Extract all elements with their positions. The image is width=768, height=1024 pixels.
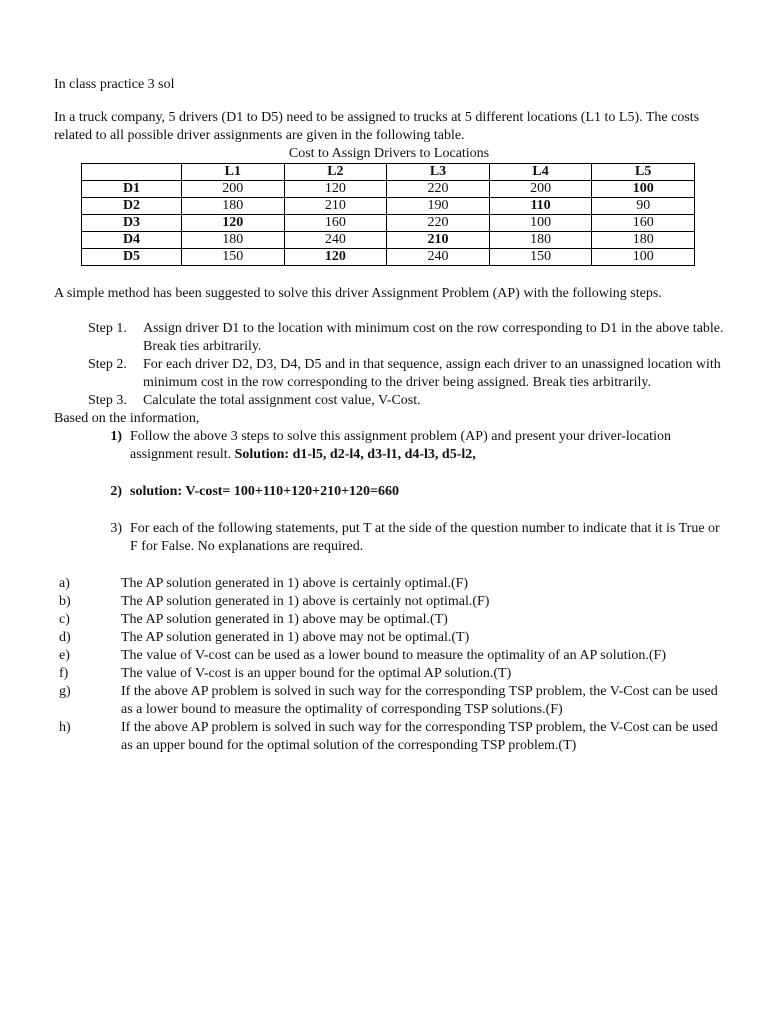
table-cell: 160 (284, 215, 387, 232)
statement-label: a) (59, 576, 70, 591)
row-label: D3 (82, 215, 182, 232)
table-cell: 210 (387, 232, 490, 249)
table-cell: 120 (284, 181, 387, 198)
statement-text: The AP solution generated in 1) above may not be optimal.(T) (121, 630, 470, 645)
list-item (88, 320, 724, 356)
steps-list (88, 320, 724, 410)
intro-paragraph: In a truck company, 5 drivers (D1 to D5) need to be assigned to trucks at 5 different locations (L1 to L5). The costs related to all possible driver assignments are given in the following table. (54, 110, 700, 143)
list-item (54, 611, 724, 629)
statement-text: The value of V-cost can be used as a lower bound to measure the optimality of an AP solution.(F) (121, 648, 666, 663)
list-item (88, 356, 724, 392)
row-label: D4 (82, 232, 182, 249)
table-row (82, 215, 695, 232)
statement-label: g) (59, 684, 71, 699)
table-cell: 100 (489, 215, 592, 232)
table-cell: 220 (387, 215, 490, 232)
table-cell: 120 (182, 215, 285, 232)
row-label: D2 (82, 198, 182, 215)
statement-label: e) (59, 648, 70, 663)
table-cell: 180 (489, 232, 592, 249)
step-text: Assign driver D1 to the location with minimum cost on the row corresponding to D1 in the above table. Break ties arbitrarily. (143, 321, 724, 354)
question-2-text: solution: V-cost= 100+110+120+210+120=660 (130, 484, 400, 499)
based-on-text: Based on the information, (54, 411, 200, 426)
statement-text: If the above AP problem is solved in such way for the corresponding TSP problem, the V-Cost can be used as an upper bound for the optimal solution of the corresponding TSP problem.(T) (121, 720, 718, 753)
statement-label: h) (59, 720, 71, 735)
statement-text: The AP solution generated in 1) above may be optimal.(T) (121, 612, 448, 627)
method-intro: A simple method has been suggested to solve this driver Assignment Problem (AP) with the following steps. (54, 286, 662, 301)
table-body (82, 181, 695, 266)
table-header-cell (82, 164, 182, 181)
table-header-row (82, 164, 695, 181)
list-item (54, 629, 724, 647)
table-cell: 240 (284, 232, 387, 249)
table-cell: 210 (284, 198, 387, 215)
table-cell: 220 (387, 181, 490, 198)
page-title: In class practice 3 sol (54, 77, 175, 92)
statement-label: b) (59, 594, 71, 609)
list-item (54, 593, 724, 611)
question-3 (88, 520, 724, 556)
table-row (82, 232, 695, 249)
table-row (82, 181, 695, 198)
document-page (54, 76, 724, 755)
list-item (54, 647, 724, 665)
table-header-cell: L5 (592, 164, 695, 181)
question-text (130, 428, 724, 464)
question-number: 3) (110, 521, 122, 536)
table-cell: 180 (592, 232, 695, 249)
statement-text: The value of V-cost is an upper bound for the optimal AP solution.(T) (121, 666, 512, 681)
step-label: Step 2. (88, 357, 127, 372)
table-cell: 100 (592, 181, 695, 198)
list-item (54, 575, 724, 593)
table-cell: 240 (387, 249, 490, 266)
table-cell: 90 (592, 198, 695, 215)
question-1-text: Follow the above 3 steps to solve this assignment problem (AP) and present your driver-location assignment result. (130, 429, 671, 462)
list-item (54, 719, 724, 755)
table-cell: 150 (489, 249, 592, 266)
list-item (54, 683, 724, 719)
table-cell: 150 (182, 249, 285, 266)
statement-text: If the above AP problem is solved in such way for the corresponding TSP problem, the V-Cost can be used as a lower bound to measure the optimality of corresponding TSP solutions.(F) (121, 684, 718, 717)
table-header-cell: L3 (387, 164, 490, 181)
table-caption: Cost to Assign Drivers to Locations (288, 146, 490, 161)
table-header-cell: L4 (489, 164, 592, 181)
table-cell: 190 (387, 198, 490, 215)
table-cell: 110 (489, 198, 592, 215)
row-label: D5 (82, 249, 182, 266)
list-item (88, 392, 724, 410)
table-cell: 160 (592, 215, 695, 232)
step-text: For each driver D2, D3, D4, D5 and in that sequence, assign each driver to an unassigned location with minimum cost in the row corresponding to the driver being assigned. Break ties arbitrarily. (143, 357, 721, 390)
table-cell: 180 (182, 198, 285, 215)
statement-label: d) (59, 630, 71, 645)
table-cell: 100 (592, 249, 695, 266)
question-3-text: For each of the following statements, put T at the side of the question number to indicate that it is True or F for False. No explanations are required. (130, 521, 720, 554)
question-number: 1) (110, 429, 122, 444)
table-header-cell: L1 (182, 164, 285, 181)
row-label: D1 (82, 181, 182, 198)
table-cell: 120 (284, 249, 387, 266)
question-1 (88, 428, 724, 464)
question-2 (88, 483, 724, 501)
table-row (82, 249, 695, 266)
statement-label: f) (59, 666, 69, 681)
statement-text: The AP solution generated in 1) above is certainly optimal.(F) (121, 576, 469, 591)
step-label: Step 1. (88, 321, 127, 336)
statement-list (54, 575, 724, 755)
table-row (82, 198, 695, 215)
step-label: Step 3. (88, 393, 127, 408)
statement-text: The AP solution generated in 1) above is certainly not optimal.(F) (121, 594, 490, 609)
step-text: Calculate the total assignment cost value, V-Cost. (143, 393, 421, 408)
table-cell: 180 (182, 232, 285, 249)
list-item (54, 665, 724, 683)
cost-table (81, 163, 695, 266)
question-1-solution: Solution: d1-l5, d2-l4, d3-l1, d4-l3, d5-l2, (234, 447, 476, 462)
table-header-cell: L2 (284, 164, 387, 181)
table-cell: 200 (182, 181, 285, 198)
questions-list (88, 428, 724, 556)
question-number: 2) (110, 484, 122, 499)
statement-label: c) (59, 612, 70, 627)
table-cell: 200 (489, 181, 592, 198)
